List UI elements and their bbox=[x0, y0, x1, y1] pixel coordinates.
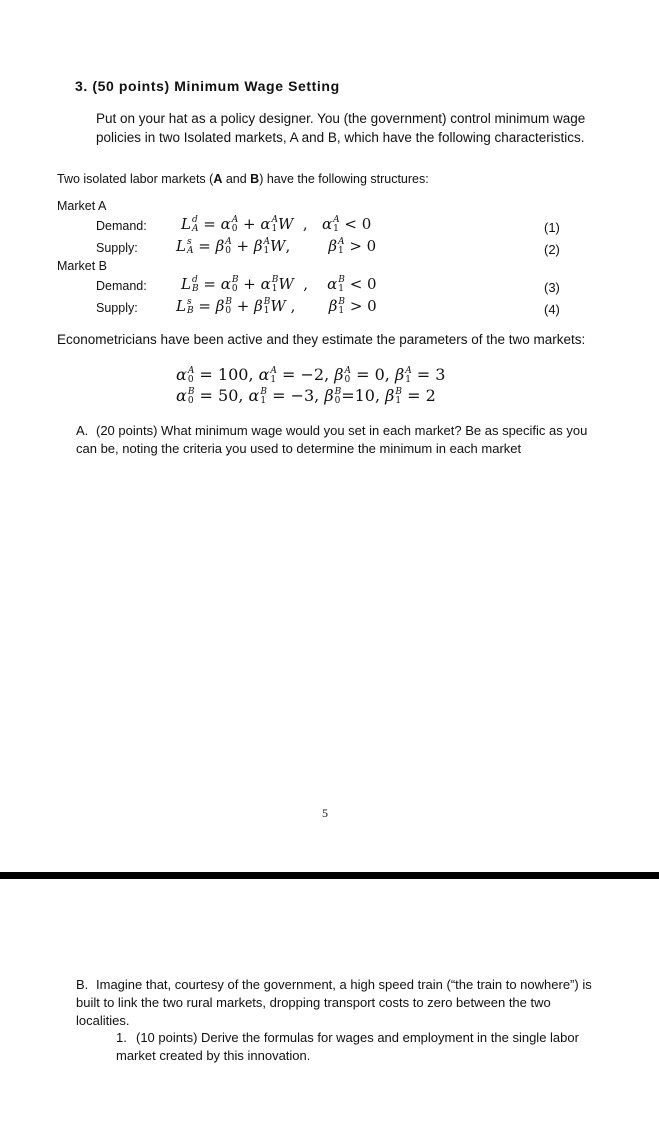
market-b-label: Market B bbox=[57, 259, 108, 273]
market-a-label: Market A bbox=[57, 199, 107, 213]
question-intro: Put on your hat as a policy designer. You (the government) control minimum wage policies in two Isolated markets, A and B, which have the following characteristics. bbox=[96, 111, 586, 145]
page-divider bbox=[0, 872, 659, 879]
econometricians-text: Econometricians have been active and they estimate the parameters of the two markets: bbox=[57, 332, 586, 347]
demand-label-a: Demand: bbox=[96, 219, 147, 233]
equation-number: (1) bbox=[544, 220, 560, 235]
equation-demand-b: L d B = α B 0 + α B 1 W , α B 1 < 0 bbox=[181, 275, 377, 294]
equation-demand-a: L d A = α A 0 + α A 1 W , α A 1 < 0 bbox=[181, 215, 372, 234]
supply-label-b: Supply: bbox=[96, 301, 138, 315]
parameters-line-b: α B 0 = 50, α B 1 = −3, β B 0 =10, β B 1 = 2 bbox=[176, 386, 436, 406]
equation-supply-b: L s B = β B 0 + β B 1 W , β B 1 > 0 bbox=[176, 297, 377, 316]
equation-supply-a: L s A = β A 0 + β A 1 W, β A 1 > 0 bbox=[176, 237, 377, 256]
part-b-item-1: 1. (10 points) Derive the formulas for wages and employment in the single labor market created by this innovation. bbox=[116, 1030, 579, 1063]
equation-number: (2) bbox=[544, 242, 560, 257]
part-b-question: B. Imagine that, courtesy of the government, a high speed train (“the train to nowhere”) is built to link the two rural markets, dropping transport costs to zero between the two localities. bbox=[76, 977, 592, 1028]
question-title: 3. (50 points) Minimum Wage Setting bbox=[75, 78, 340, 94]
structures-lead: Two isolated labor markets (A and B) have the following structures: bbox=[57, 172, 429, 186]
page-number: 5 bbox=[322, 806, 328, 820]
demand-label-b: Demand: bbox=[96, 279, 147, 293]
parameters-line-a: α A 0 = 100, α A 1 = −2, β A 0 = 0, β A 1 = 3 bbox=[176, 365, 446, 385]
equation-number: (3) bbox=[544, 280, 560, 295]
part-a-question: A. (20 points) What minimum wage would you set in each market? Be as specific as you can be, noting the criteria you used to determine the minimum in each market bbox=[76, 423, 588, 456]
supply-label-a: Supply: bbox=[96, 241, 138, 255]
equation-number: (4) bbox=[544, 302, 560, 317]
